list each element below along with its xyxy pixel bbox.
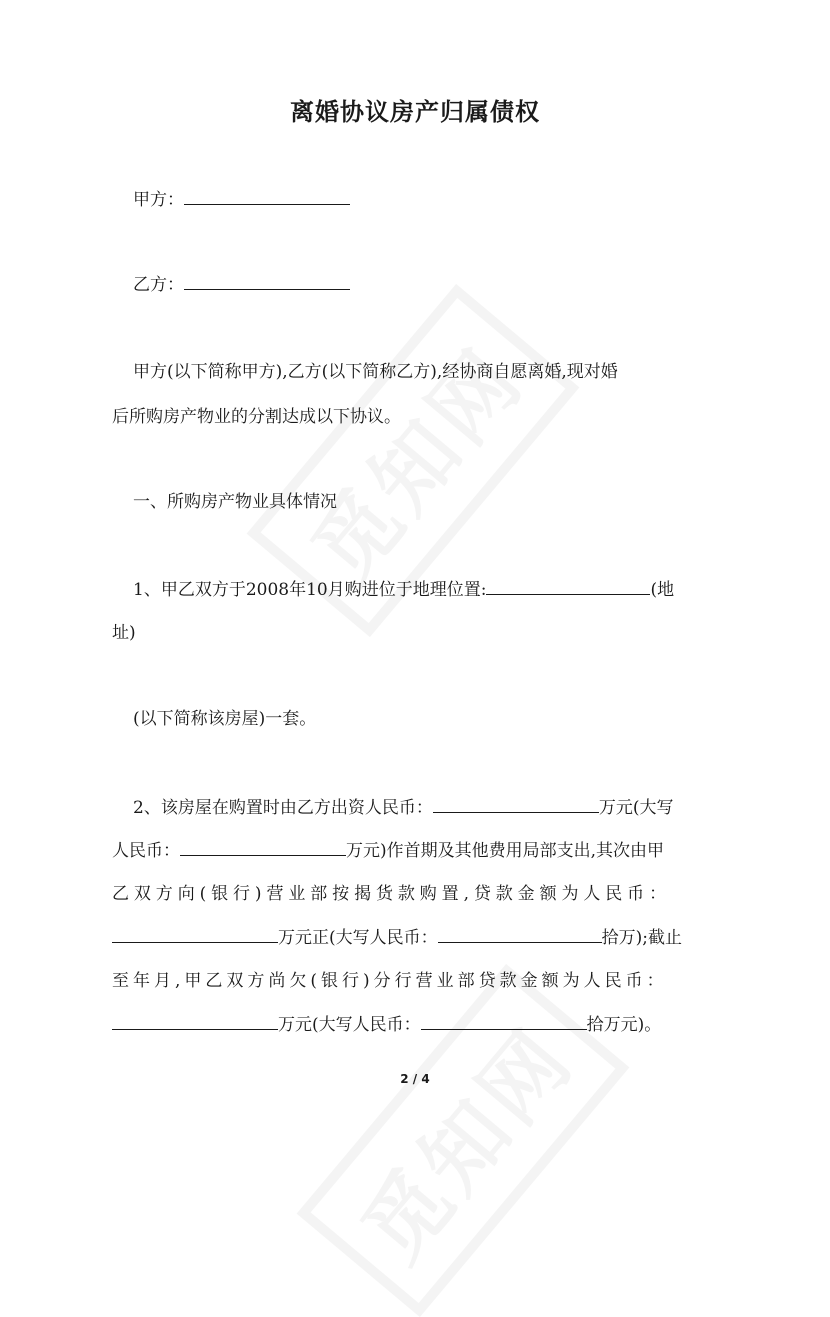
item1-line-2: 址) — [112, 623, 136, 643]
loan-amount-upper-blank — [438, 925, 602, 943]
outstanding-upper-blank — [421, 1012, 587, 1030]
item2-line-6 — [112, 1012, 661, 1037]
item2-line-1-suffix: 万元(大写 — [598, 798, 674, 818]
item2-line-6-text: 万元(大写人民币： — [278, 1015, 421, 1035]
item1-line-1-text: 1、甲乙双方于2008年10月购进位于地理位置: — [133, 580, 487, 600]
page-indicator: 2 / 4 — [400, 1072, 430, 1086]
item2-line-3: 乙双方向(银行)营业部按揭货款购置,贷款金额为人民币： — [112, 884, 671, 904]
item2-line-2-text: 人民币： — [112, 841, 180, 861]
item2-line-5: 至年月,甲乙双方尚欠(银行)分行营业部贷款金额为人民币： — [112, 971, 668, 991]
item1-line-3: (以下简称该房屋)一套。 — [133, 709, 317, 729]
item2-line-1-text: 2、该房屋在购置时由乙方出资人民币： — [133, 798, 433, 818]
party-b-line — [133, 272, 350, 297]
item2-line-4-suffix: 拾万);截止 — [601, 928, 683, 948]
loan-amount-blank — [112, 925, 278, 943]
section1-heading: 一、所购房产物业具体情况 — [133, 492, 337, 512]
item2-line-2-suffix: 万元)作首期及其他费用局部支出,其次由甲 — [346, 841, 665, 861]
party-b-blank — [184, 272, 350, 290]
outstanding-blank — [112, 1012, 278, 1030]
party-a-blank — [184, 187, 350, 205]
party-a-line — [133, 187, 350, 212]
item1-line-1 — [133, 577, 674, 602]
intro-line-2: 后所购房产物业的分割达成以下协议。 — [112, 407, 401, 427]
item2-line-4 — [112, 925, 682, 950]
party-b-label: 乙方： — [133, 275, 184, 295]
down-payment-upper-blank — [180, 838, 346, 856]
item2-line-1 — [133, 795, 673, 820]
intro-line-1: 甲方(以下简称甲方),乙方(以下简称乙方),经协商自愿离婚,现对婚 — [133, 362, 618, 382]
down-payment-blank — [433, 795, 599, 813]
document-title: 离婚协议房产归属债权 — [290, 97, 540, 126]
address-blank — [486, 577, 650, 595]
item2-line-4-text: 万元正(大写人民币： — [278, 928, 438, 948]
item1-line-1-suffix: (地 — [650, 580, 675, 600]
item2-line-6-suffix: 拾万元)。 — [586, 1015, 662, 1035]
item2-line-2 — [112, 838, 664, 863]
party-a-label: 甲方： — [133, 190, 184, 210]
